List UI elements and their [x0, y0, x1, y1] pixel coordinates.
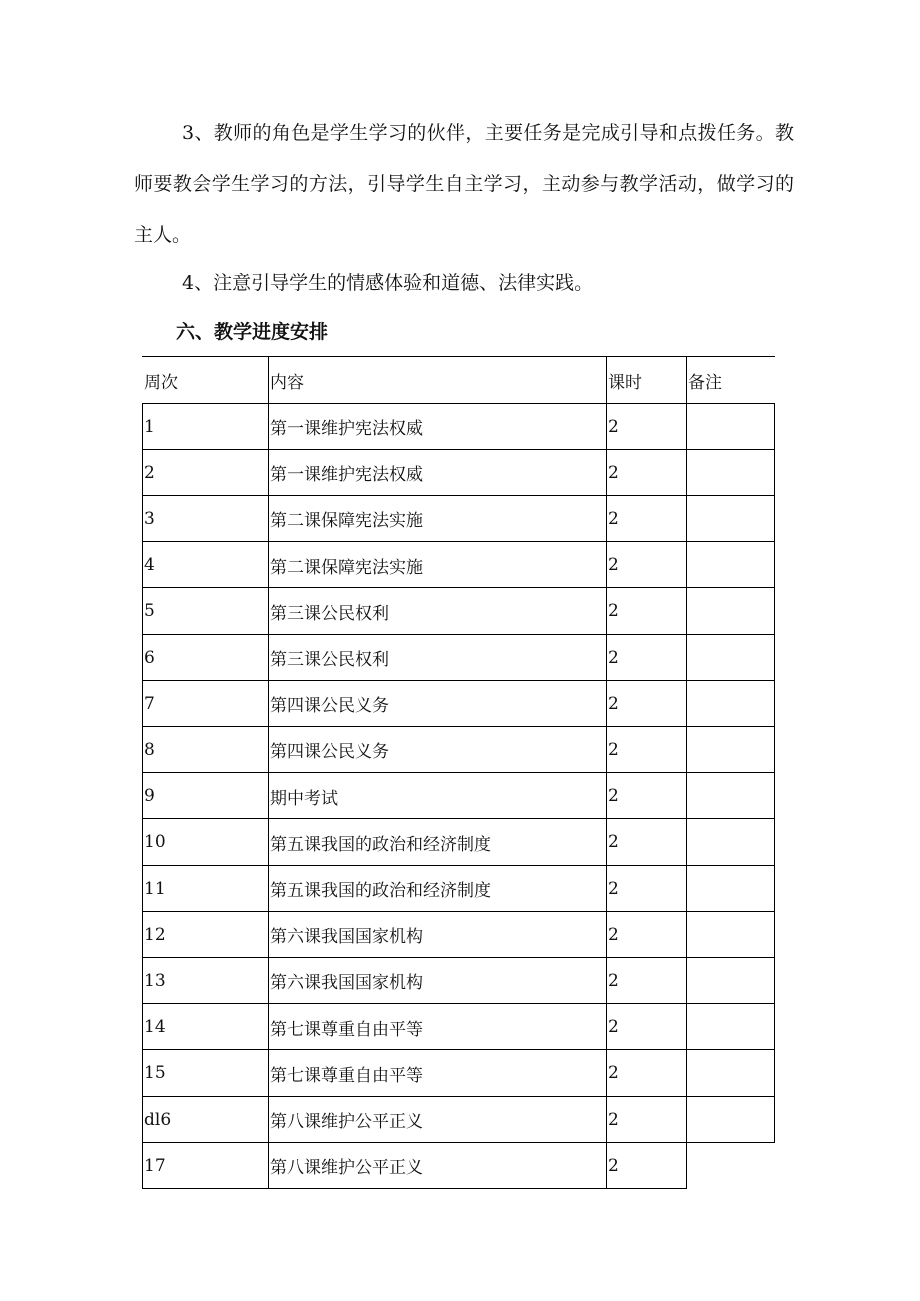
content-cell: 第五课我国的政治和经济制度: [270, 834, 491, 855]
content-cell: 第二课保障宪法实施: [270, 557, 423, 578]
table-rule: [142, 541, 775, 542]
content-cell: 第四课公民义务: [270, 696, 389, 717]
table-rule: [142, 1049, 775, 1050]
content-cell: 第二课保障宪法实施: [270, 511, 423, 532]
table-rule: [142, 818, 775, 819]
table-rule: [142, 1003, 775, 1004]
note-cell: [686, 1096, 774, 1142]
week-cell: 17: [144, 1155, 166, 1176]
header-week: 周次: [144, 372, 178, 393]
table-rule: [142, 587, 775, 588]
content-cell: 第八课维护公平正义: [270, 1158, 423, 1179]
note-cell: [686, 726, 774, 772]
header-note: 备注: [688, 372, 722, 393]
content-cell: 第四课公民义务: [270, 742, 389, 763]
paragraph-emotional-experience: 4、注意引导学生的情感体验和道德、法律实践。: [182, 272, 594, 294]
week-cell: dl6: [144, 1109, 172, 1130]
note-cell: [686, 772, 774, 818]
hours-cell: 2: [608, 832, 619, 853]
table-rule: [142, 865, 775, 866]
week-cell: 5: [144, 601, 155, 622]
content-cell: 第六课我国国家机构: [270, 927, 423, 948]
table-rule: [142, 911, 775, 912]
note-cell: [686, 449, 774, 495]
note-cell: [686, 1003, 774, 1049]
content-cell: 第七课尊重自由平等: [270, 1065, 423, 1086]
hours-cell: 2: [608, 693, 619, 714]
week-cell: 1: [144, 416, 155, 437]
table-rule: [142, 634, 775, 635]
note-cell: [686, 957, 774, 1003]
table-rule: [142, 495, 775, 496]
hours-cell: 2: [608, 970, 619, 991]
table-rule: [142, 1096, 775, 1097]
content-cell: 第八课维护公平正义: [270, 1112, 423, 1133]
week-cell: 14: [144, 1017, 166, 1038]
content-cell: 第七课尊重自由平等: [270, 1019, 423, 1040]
note-cell: [686, 865, 774, 911]
hours-cell: 2: [608, 878, 619, 899]
week-cell: 6: [144, 647, 155, 668]
content-cell: 第一课维护宪法权威: [270, 465, 423, 486]
table-rule: [142, 772, 775, 773]
paragraph-teacher-role: 3、教师的角色是学生学习的伙伴，主要任务是完成引导和点拨任务。教师要教会学生学习的方法，引导学生自主学习，主动参与教学活动，做学习的主人。: [134, 122, 794, 246]
week-cell: 15: [144, 1063, 166, 1084]
week-cell: 3: [144, 508, 155, 529]
hours-cell: 2: [608, 1063, 619, 1084]
content-cell: 期中考试: [270, 788, 338, 809]
note-cell: [686, 1049, 774, 1095]
table-rule: [142, 1188, 687, 1189]
week-cell: 7: [144, 693, 155, 714]
content-cell: 第三课公民权利: [270, 603, 389, 624]
week-cell: 8: [144, 739, 155, 760]
hours-cell: 2: [608, 601, 619, 622]
note-cell: [686, 587, 774, 633]
header-content: 内容: [270, 372, 304, 393]
hours-cell: 2: [608, 647, 619, 668]
table-rule: [774, 403, 775, 1142]
header-hours: 课时: [608, 372, 642, 393]
week-cell: 12: [144, 924, 166, 945]
note-cell: [686, 818, 774, 864]
week-cell: 13: [144, 970, 166, 991]
table-rule: [142, 957, 775, 958]
table-rule: [142, 1142, 775, 1143]
note-cell: [686, 403, 774, 449]
table-rule: [142, 356, 775, 357]
hours-cell: 2: [608, 739, 619, 760]
hours-cell: 2: [608, 555, 619, 576]
week-cell: 2: [144, 462, 155, 483]
week-cell: 4: [144, 555, 155, 576]
hours-cell: 2: [608, 508, 619, 529]
hours-cell: 2: [608, 462, 619, 483]
table-rule: [142, 449, 775, 450]
hours-cell: 2: [608, 1017, 619, 1038]
week-cell: 9: [144, 786, 155, 807]
week-cell: 10: [144, 832, 166, 853]
hours-cell: 2: [608, 924, 619, 945]
table-rule: [606, 356, 607, 1188]
table-rule: [686, 356, 687, 1188]
hours-cell: 2: [608, 786, 619, 807]
note-cell: [686, 1142, 774, 1188]
note-cell: [686, 495, 774, 541]
note-cell: [686, 911, 774, 957]
hours-cell: 2: [608, 416, 619, 437]
content-cell: 第一课维护宪法权威: [270, 419, 423, 440]
week-cell: 11: [144, 878, 166, 899]
hours-cell: 2: [608, 1155, 619, 1176]
note-cell: [686, 634, 774, 680]
note-cell: [686, 541, 774, 587]
content-cell: 第五课我国的政治和经济制度: [270, 881, 491, 902]
table-rule: [142, 403, 775, 404]
table-rule: [268, 356, 269, 1188]
section-heading: 六、教学进度安排: [176, 321, 329, 343]
content-cell: 第六课我国国家机构: [270, 973, 423, 994]
table-rule: [142, 726, 775, 727]
table-rule: [142, 680, 775, 681]
table-rule: [142, 403, 143, 1188]
hours-cell: 2: [608, 1109, 619, 1130]
content-cell: 第三课公民权利: [270, 650, 389, 671]
note-cell: [686, 680, 774, 726]
schedule-table: [142, 356, 774, 1188]
